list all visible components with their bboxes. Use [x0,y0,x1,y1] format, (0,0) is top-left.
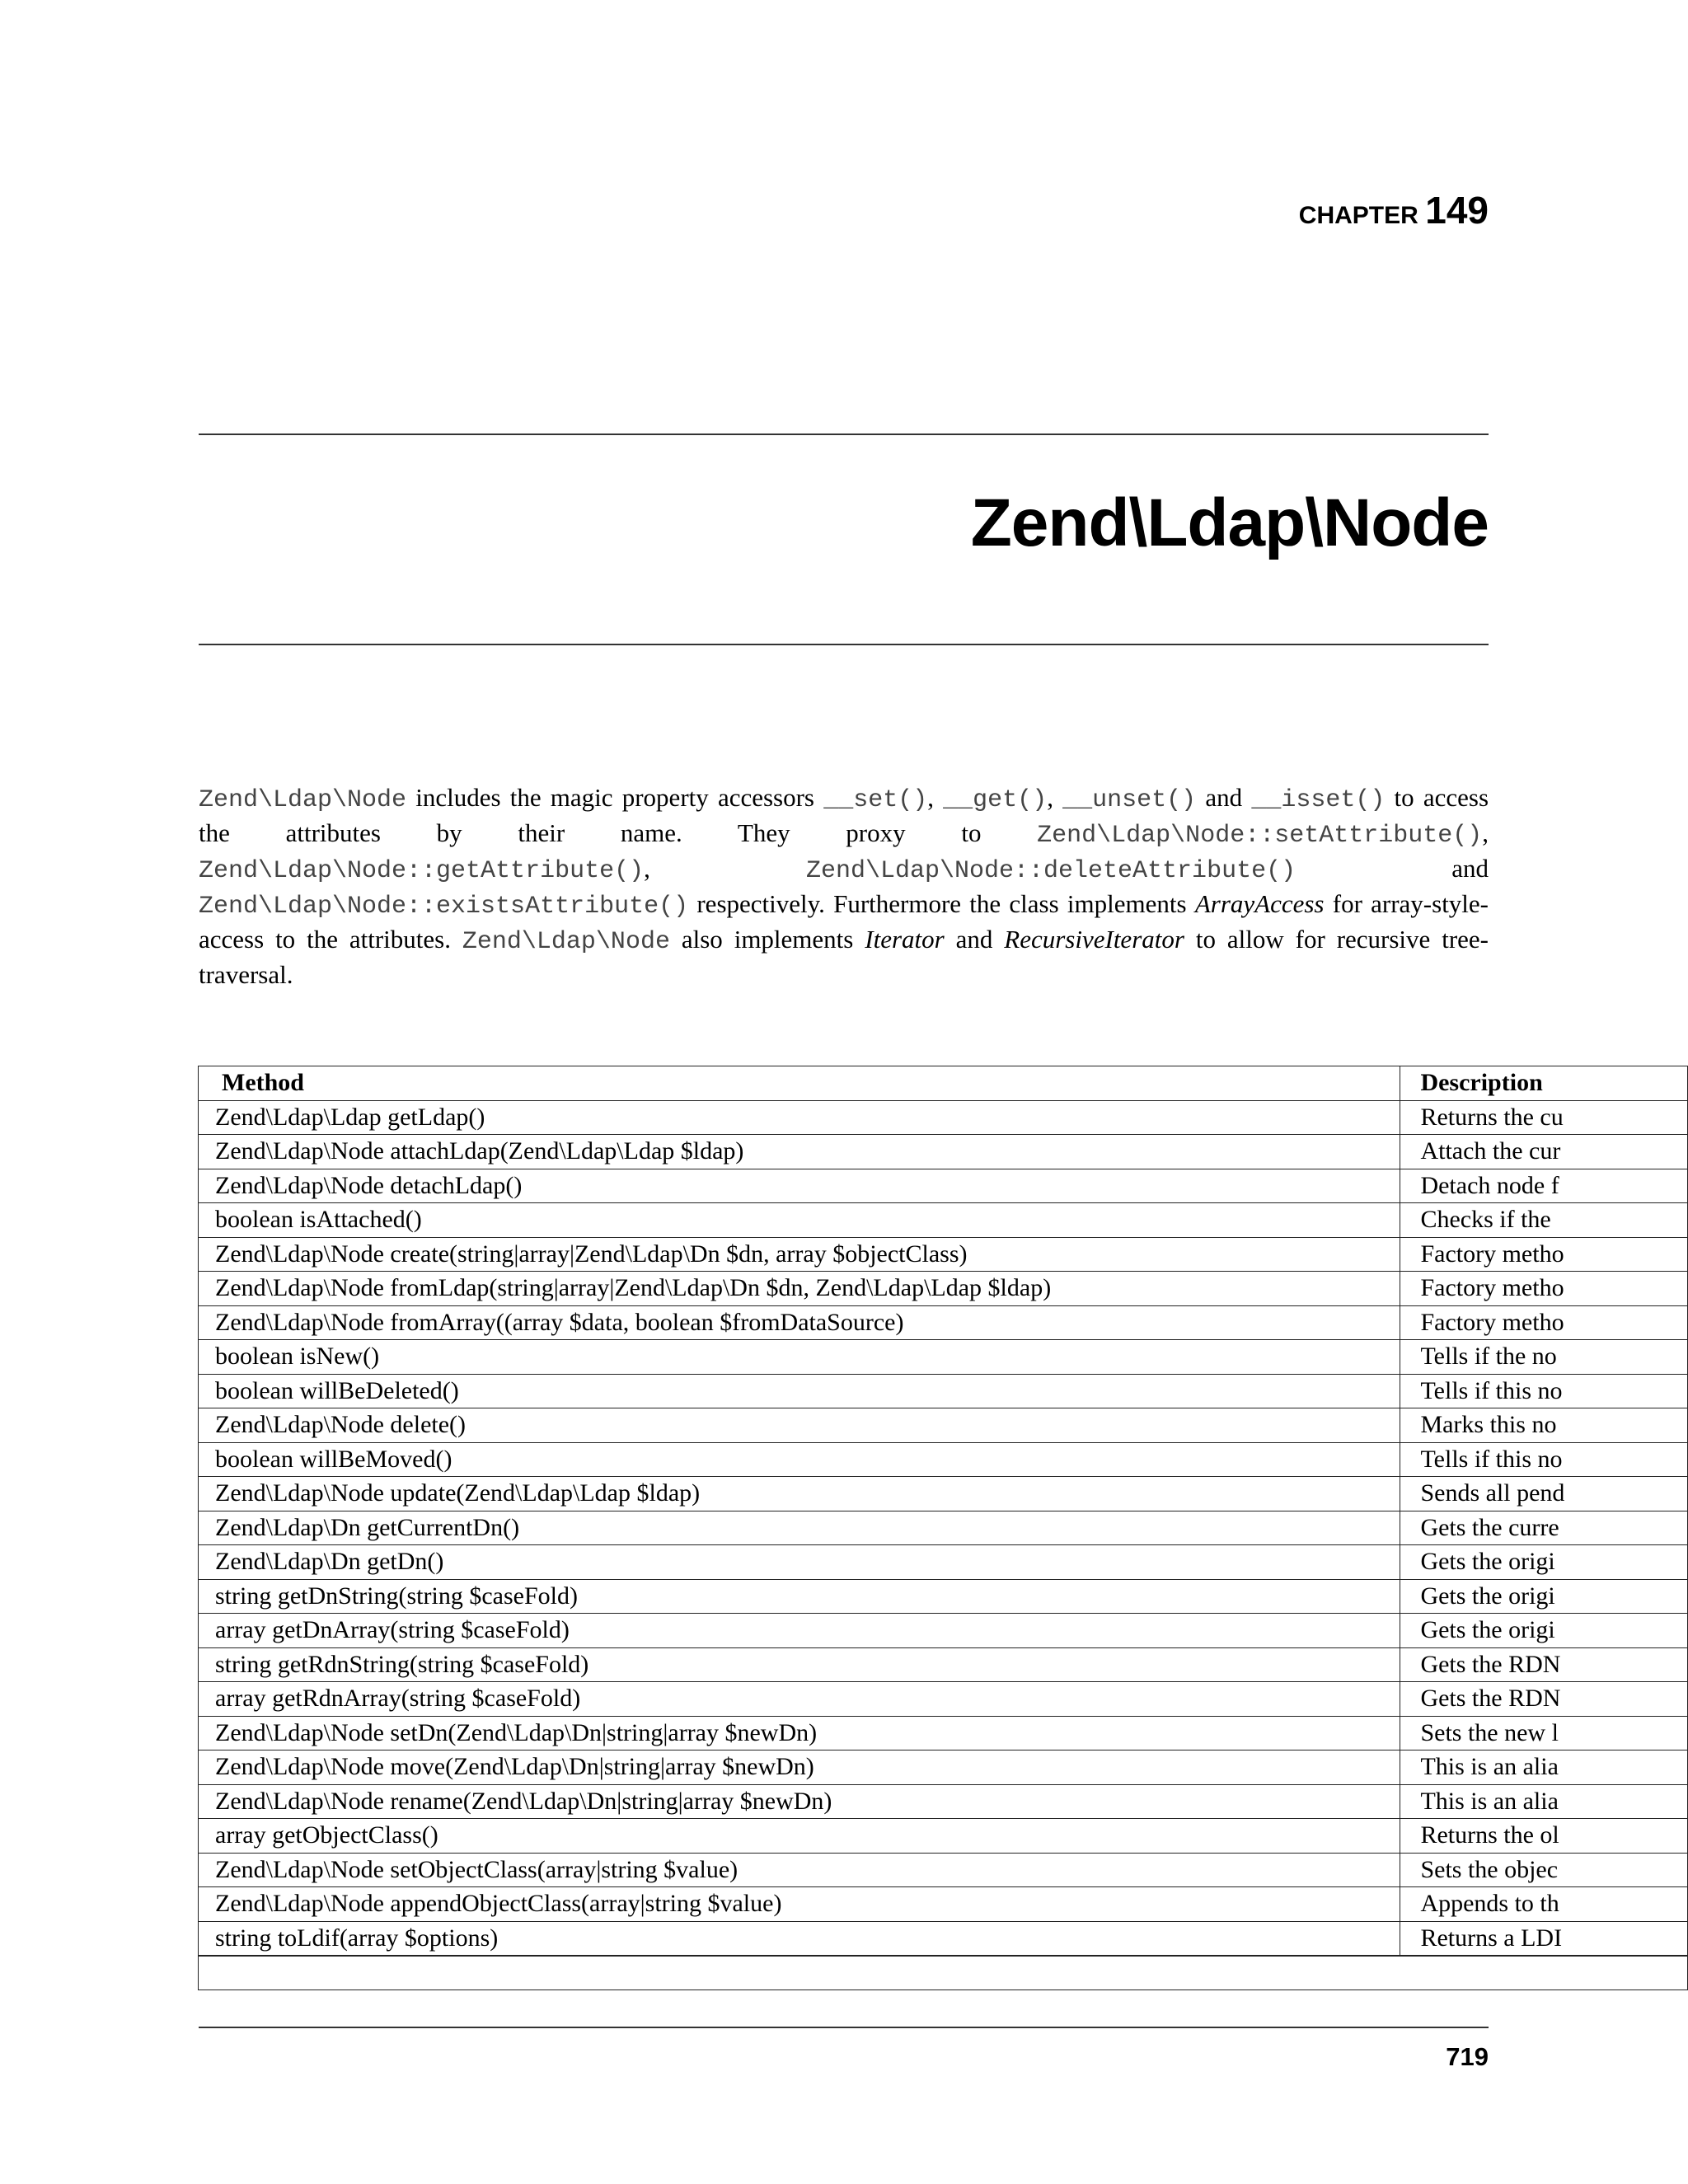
table-row [199,1682,1688,1717]
method-cell: array getDnArray(string $caseFold) [199,1614,1400,1648]
method-cell: Zend\Ldap\Dn getDn() [199,1545,1400,1580]
method-cell: Zend\Ldap\Node setObjectClass(array|string $value) [199,1853,1400,1887]
method-cell: Zend\Ldap\Node move(Zend\Ldap\Dn|string|array $newDn) [199,1750,1400,1785]
intro-code-existsattribute: Zend\Ldap\Node::existsAttribute() [199,893,689,921]
method-cell: Zend\Ldap\Node rename(Zend\Ldap\Dn|string|array $newDn) [199,1784,1400,1819]
intro-text: , [1047,783,1063,812]
table-row [199,1921,1688,1956]
method-cell: Zend\Ldap\Ldap getLdap() [199,1100,1400,1135]
method-cell: boolean isAttached() [199,1203,1400,1238]
chapter-number: 149 [1425,189,1489,232]
method-cell: Zend\Ldap\Node appendObjectClass(array|string $value) [199,1887,1400,1922]
methods-table-body [199,1100,1688,1956]
table-row [199,1408,1688,1443]
table-row [199,1305,1688,1340]
table-row [199,1272,1688,1306]
table-row [199,1237,1688,1272]
intro-arrayaccess: ArrayAccess [1194,889,1325,918]
method-cell: string getDnString(string $caseFold) [199,1579,1400,1614]
description-cell: Checks if the [1400,1203,1688,1238]
method-cell: Zend\Ldap\Node fromLdap(string|array|Zend\Ldap\Dn $dn, Zend\Ldap\Ldap $ldap) [199,1272,1400,1306]
table-row [199,1477,1688,1511]
table-row [199,1716,1688,1750]
description-cell: This is an alia [1400,1750,1688,1785]
table-row [199,1442,1688,1477]
intro-code-get: __get() [943,786,1048,814]
intro-text: , [644,854,806,883]
intro-class-name: Zend\Ldap\Node [199,786,407,814]
intro-text: also implements [669,925,865,954]
description-cell: Tells if the no [1400,1340,1688,1375]
description-cell: Gets the origi [1400,1545,1688,1580]
method-cell: Zend\Ldap\Node update(Zend\Ldap\Ldap $ldap) [199,1477,1400,1511]
table-empty-row [199,1956,1688,1990]
intro-text: and [944,925,1005,954]
description-cell: Marks this no [1400,1408,1688,1443]
method-cell: Zend\Ldap\Node attachLdap(Zend\Ldap\Ldap $ldap) [199,1135,1400,1169]
intro-recursiveiterator: RecursiveIterator [1004,925,1184,954]
table-row [199,1511,1688,1545]
table-empty-cell [199,1956,1688,1990]
intro-text: respectively. Furthermore the class implements [688,889,1195,918]
method-cell: array getObjectClass() [199,1819,1400,1854]
description-cell: Gets the origi [1400,1614,1688,1648]
description-cell: Gets the RDN [1400,1682,1688,1717]
intro-paragraph [199,781,1489,991]
table-row [199,1853,1688,1887]
intro-text: and [1196,783,1252,812]
method-cell: boolean isNew() [199,1340,1400,1375]
intro-text: for array-style-access to the attributes. [199,889,1489,954]
description-cell: Factory metho [1400,1237,1688,1272]
table-row [199,1750,1688,1785]
table-row [199,1100,1688,1135]
description-cell: Attach the cur [1400,1135,1688,1169]
description-cell: Returns the cu [1400,1100,1688,1135]
intro-text: and [1296,854,1489,883]
table-row [199,1203,1688,1238]
table-row [199,1579,1688,1614]
table-header-row [199,1066,1688,1101]
description-column-header: Description [1400,1066,1688,1101]
intro-iterator: Iterator [865,925,945,954]
table-row [199,1647,1688,1682]
description-cell: Sets the objec [1400,1853,1688,1887]
table-row [199,1169,1688,1203]
method-cell: boolean willBeDeleted() [199,1374,1400,1408]
method-cell: boolean willBeMoved() [199,1442,1400,1477]
description-cell: Gets the origi [1400,1579,1688,1614]
chapter-label [1299,188,1489,232]
description-cell: Appends to th [1400,1887,1688,1922]
intro-code-deleteattribute: Zend\Ldap\Node::deleteAttribute() [805,857,1296,885]
table-row [199,1135,1688,1169]
table-row [199,1819,1688,1854]
method-cell: Zend\Ldap\Node delete() [199,1408,1400,1443]
method-cell: Zend\Ldap\Node detachLdap() [199,1169,1400,1203]
method-column-header: Method [199,1066,1400,1101]
intro-code-isset: __isset() [1251,786,1386,814]
intro-text: includes the magic property accessors [406,783,824,812]
method-cell: string toLdif(array $options) [199,1921,1400,1956]
table-row [199,1614,1688,1648]
chapter-word: CHAPTER [1298,202,1418,229]
table-row [199,1374,1688,1408]
title-rule-top [199,434,1489,435]
page-number: 719 [1446,2042,1489,2071]
description-cell: Tells if this no [1400,1374,1688,1408]
table-row [199,1545,1688,1580]
intro-code-set: __set() [823,786,928,814]
method-cell: array getRdnArray(string $caseFold) [199,1682,1400,1717]
table-row [199,1784,1688,1819]
intro-text: , [1482,818,1489,847]
intro-code-unset: __unset() [1062,786,1197,814]
intro-text: to allow for recursive tree-traversal. [199,925,1489,989]
intro-code-setattribute: Zend\Ldap\Node::setAttribute() [1037,822,1483,850]
methods-table [198,1066,1688,1990]
title-rule-bottom [199,644,1489,645]
description-cell: Returns the ol [1400,1819,1688,1854]
chapter-title: Zend\Ldap\Node [970,485,1489,560]
method-cell: Zend\Ldap\Node setDn(Zend\Ldap\Dn|string|array $newDn) [199,1716,1400,1750]
intro-class-name: Zend\Ldap\Node [462,928,670,956]
intro-text: to access the attributes by their name. They proxy to [199,783,1489,847]
description-cell: Detach node f [1400,1169,1688,1203]
method-cell: Zend\Ldap\Node create(string|array|Zend\Ldap\Dn $dn, array $objectClass) [199,1237,1400,1272]
description-cell: This is an alia [1400,1784,1688,1819]
method-cell: string getRdnString(string $caseFold) [199,1647,1400,1682]
description-cell: Sets the new l [1400,1716,1688,1750]
method-cell: Zend\Ldap\Dn getCurrentDn() [199,1511,1400,1545]
table-row [199,1887,1688,1922]
description-cell: Gets the RDN [1400,1647,1688,1682]
description-cell: Factory metho [1400,1272,1688,1306]
description-cell: Tells if this no [1400,1442,1688,1477]
intro-code-getattribute: Zend\Ldap\Node::getAttribute() [199,857,645,885]
description-cell: Gets the curre [1400,1511,1688,1545]
description-cell: Returns a LDI [1400,1921,1688,1956]
method-cell: Zend\Ldap\Node fromArray((array $data, boolean $fromDataSource) [199,1305,1400,1340]
description-cell: Factory metho [1400,1305,1688,1340]
description-cell: Sends all pend [1400,1477,1688,1511]
footer-rule [199,2027,1489,2028]
table-row [199,1340,1688,1375]
intro-text: , [927,783,944,812]
